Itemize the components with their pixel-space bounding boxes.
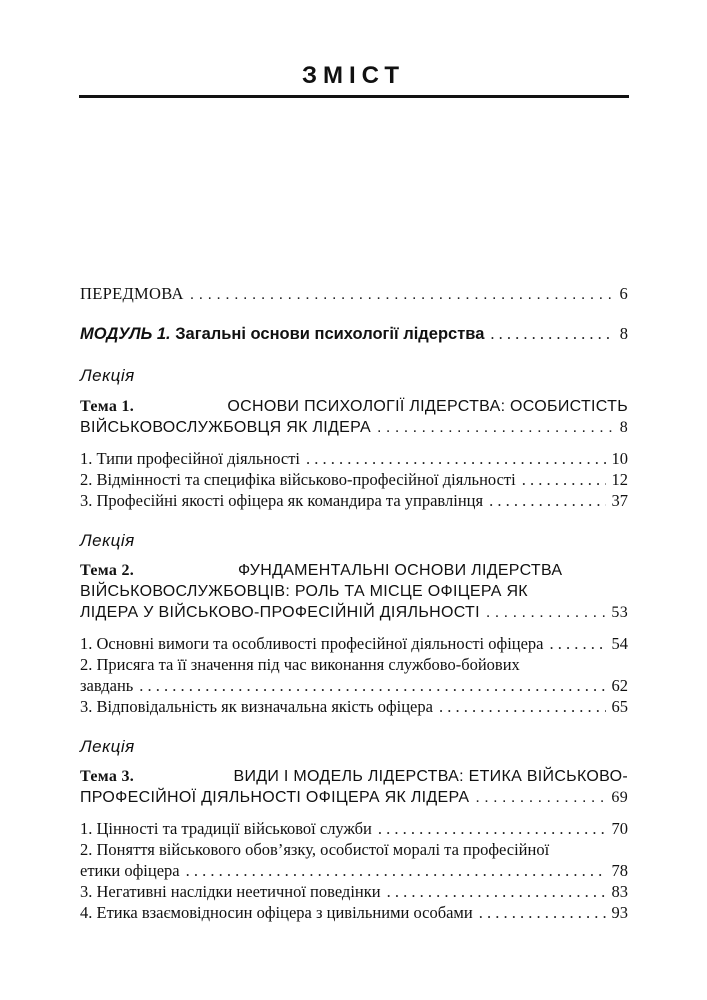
page-number: 10 xyxy=(611,449,628,468)
topic-1-title-line1[interactable] xyxy=(80,398,628,416)
module-number: МОДУЛЬ 1. xyxy=(80,325,171,343)
page-number: 37 xyxy=(611,491,628,510)
page-number: 53 xyxy=(611,604,628,621)
page-number: 93 xyxy=(611,903,628,922)
page-number: 62 xyxy=(611,676,628,695)
item-text: 3. Професійні якості офіцера як командира та управлінця xyxy=(80,491,484,510)
topic-title-text: ОСНОВИ ПСИХОЛОГІЇ ЛІДЕРСТВА: ОСОБИСТІСТЬ xyxy=(227,398,628,415)
dot-leader xyxy=(306,449,605,469)
item-text: 2. Відмінності та специфіка військово-професійної діяльності xyxy=(80,470,516,489)
dot-leader xyxy=(378,819,606,839)
lecture-label: Лекція xyxy=(80,737,135,756)
page-number: 83 xyxy=(611,882,628,901)
item-text: 1. Основні вимоги та особливості професійної діяльності офіцера xyxy=(80,634,544,653)
lecture-label: Лекція xyxy=(80,366,135,385)
dot-leader xyxy=(190,286,614,304)
toc-item-line1[interactable]: 2. Поняття військового обов’язку, особистої моралі та професійної xyxy=(80,840,550,859)
item-text: етики офіцера xyxy=(80,861,180,880)
dot-leader xyxy=(439,697,606,717)
item-text: 1. Типи професійної діяльності xyxy=(80,449,301,468)
topic-title-text: ВІЙСЬКОВОСЛУЖБОВЦЯ ЯК ЛІДЕРА xyxy=(80,419,372,436)
toc-entry-preface[interactable] xyxy=(80,284,628,304)
topic-1-title-line2[interactable] xyxy=(80,419,628,437)
toc-item[interactable] xyxy=(80,882,628,902)
page-number: 12 xyxy=(611,470,628,489)
toc-item[interactable] xyxy=(80,676,628,696)
page-number: 70 xyxy=(611,819,628,838)
dot-leader xyxy=(486,604,606,622)
toc-entry-module[interactable] xyxy=(80,324,628,344)
dot-leader xyxy=(475,789,605,807)
toc-item[interactable] xyxy=(80,903,628,923)
item-text: 4. Етика взаємовідносин офіцера з цивільними особами xyxy=(80,903,473,922)
item-text: 3. Відповідальність як визначальна якість офіцера xyxy=(80,697,433,716)
topic-3-title-line2[interactable] xyxy=(80,789,628,807)
topic-2-title-line3[interactable] xyxy=(80,604,628,622)
toc-item[interactable] xyxy=(80,697,628,717)
toc-item[interactable] xyxy=(80,491,628,511)
item-text: 3. Негативні наслідки неетичної поведінки xyxy=(80,882,381,901)
toc-item[interactable] xyxy=(80,470,628,490)
page-number: 8 xyxy=(619,419,628,436)
dot-leader xyxy=(139,676,605,696)
topic-title-text: ЛІДЕРА У ВІЙСЬКОВО-ПРОФЕСІЙНІЙ ДІЯЛЬНОСТІ xyxy=(80,604,480,621)
dot-leader xyxy=(522,470,606,490)
topic-3-title-line1[interactable] xyxy=(80,768,628,786)
item-text: 1. Цінності та традиції військової служби xyxy=(80,819,372,838)
dot-leader xyxy=(387,882,606,902)
tema-label: Тема 1. xyxy=(80,398,135,415)
page-number: 65 xyxy=(611,697,628,716)
module-title xyxy=(80,325,484,344)
item-text: завдань xyxy=(80,676,134,695)
topic-2-title-line2: ВІЙСЬКОВОСЛУЖБОВЦІВ: РОЛЬ ТА МІСЦЕ ОФІЦЕРА ЯК xyxy=(80,583,528,600)
page-number: 8 xyxy=(619,324,628,343)
toc-item[interactable] xyxy=(80,861,628,881)
title-rule xyxy=(79,95,629,98)
toc-item[interactable] xyxy=(80,634,628,654)
dot-leader xyxy=(479,903,606,923)
dot-leader xyxy=(490,324,613,344)
topic-title-text: ВИДИ І МОДЕЛЬ ЛІДЕРСТВА: ЕТИКА ВІЙСЬКОВО- xyxy=(233,768,628,785)
page-number: 69 xyxy=(611,789,628,806)
page-title: ЗМІСТ xyxy=(301,62,406,89)
page-number: 6 xyxy=(619,284,628,303)
dot-leader xyxy=(377,419,614,437)
topic-title-text xyxy=(238,562,628,580)
module-name: Загальні основи психології лідерства xyxy=(175,325,485,343)
toc-item[interactable] xyxy=(80,819,628,839)
dot-leader xyxy=(550,634,606,654)
dot-leader xyxy=(186,861,606,881)
lecture-label: Лекція xyxy=(80,531,135,550)
page-number: 54 xyxy=(611,634,628,653)
entry-label: ПЕРЕДМОВА xyxy=(80,284,184,303)
tema-label: Тема 3. xyxy=(80,768,135,785)
dot-leader xyxy=(489,491,605,511)
page-number: 78 xyxy=(611,861,628,880)
tema-label: Тема 2. xyxy=(80,562,135,579)
toc-item[interactable] xyxy=(80,449,628,469)
topic-2-title-line1[interactable] xyxy=(80,562,628,580)
topic-title-words: ФУНДАМЕНТАЛЬНІ ОСНОВИ ЛІДЕРСТВА xyxy=(238,562,563,579)
topic-1-lead xyxy=(80,398,134,416)
topic-title-text: ПРОФЕСІЙНОЇ ДІЯЛЬНОСТІ ОФІЦЕРА ЯК ЛІДЕРА xyxy=(80,789,470,806)
toc-item-line1[interactable]: 2. Присяга та її значення під час виконання службово-бойових xyxy=(80,655,520,674)
